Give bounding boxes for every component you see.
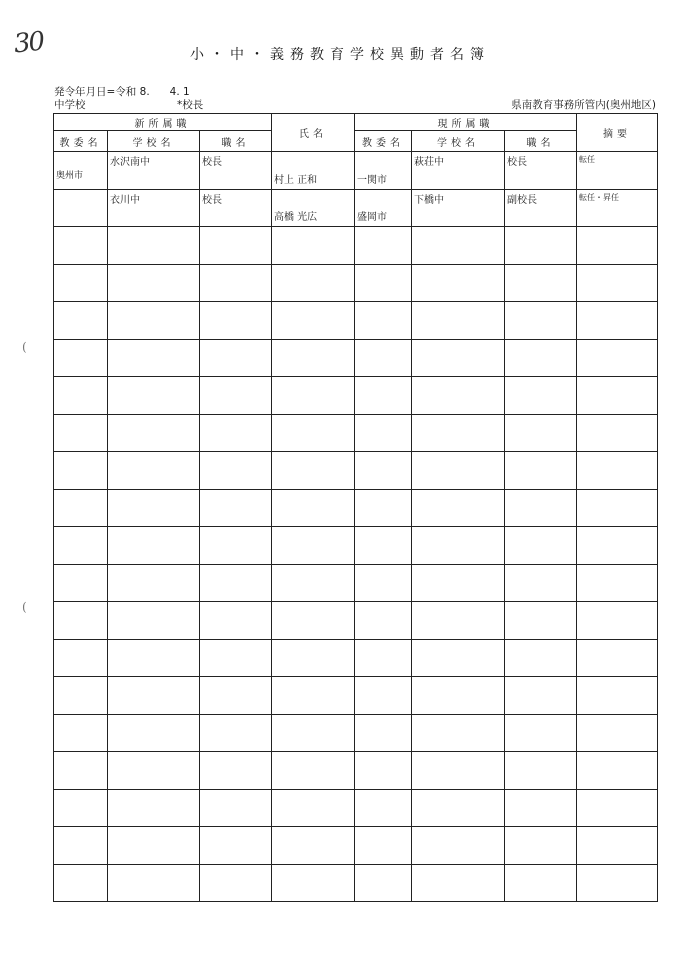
- empty-cell: [108, 602, 200, 640]
- empty-cell: [108, 227, 200, 265]
- empty-cell: [54, 864, 108, 902]
- current-board-cell: 盛岡市: [355, 189, 412, 227]
- empty-cell: [54, 602, 108, 640]
- empty-cell: [54, 564, 108, 602]
- empty-cell: [355, 414, 412, 452]
- empty-cell: [577, 677, 658, 715]
- empty-cell: [577, 564, 658, 602]
- empty-cell: [54, 677, 108, 715]
- current-position-cell: 校長: [505, 152, 577, 190]
- empty-cell: [108, 452, 200, 490]
- empty-cell: [54, 714, 108, 752]
- empty-cell: [54, 377, 108, 415]
- new-board-cell: 奥州市: [54, 152, 108, 190]
- current-position-cell: 副校長: [505, 189, 577, 227]
- empty-cell: [412, 827, 505, 865]
- empty-cell: [355, 677, 412, 715]
- empty-cell: [355, 714, 412, 752]
- empty-cell: [108, 789, 200, 827]
- empty-cell: [412, 714, 505, 752]
- empty-cell: [272, 714, 355, 752]
- empty-table-row: [54, 789, 658, 827]
- empty-cell: [355, 639, 412, 677]
- table-row: [54, 189, 658, 227]
- new-position-cell: 校長: [200, 152, 272, 190]
- empty-cell: [505, 639, 577, 677]
- empty-cell: [412, 527, 505, 565]
- empty-cell: [505, 339, 577, 377]
- empty-cell: [108, 339, 200, 377]
- empty-cell: [505, 677, 577, 715]
- empty-cell: [355, 602, 412, 640]
- empty-cell: [108, 414, 200, 452]
- empty-cell: [200, 414, 272, 452]
- header-current-school: 学校名: [412, 131, 505, 152]
- new-position-cell: 校長: [200, 189, 272, 227]
- empty-table-row: [54, 302, 658, 340]
- empty-cell: [412, 227, 505, 265]
- empty-cell: [577, 339, 658, 377]
- empty-cell: [200, 227, 272, 265]
- empty-cell: [108, 827, 200, 865]
- empty-cell: [54, 339, 108, 377]
- empty-cell: [200, 677, 272, 715]
- empty-cell: [108, 677, 200, 715]
- empty-cell: [355, 489, 412, 527]
- empty-cell: [272, 789, 355, 827]
- header-remarks: 摘要: [577, 114, 658, 152]
- empty-cell: [200, 527, 272, 565]
- empty-cell: [200, 377, 272, 415]
- empty-cell: [577, 452, 658, 490]
- empty-cell: [200, 489, 272, 527]
- empty-cell: [505, 789, 577, 827]
- empty-cell: [200, 264, 272, 302]
- binding-hole-mark: (: [22, 340, 27, 354]
- empty-table-row: [54, 414, 658, 452]
- district-label: 県南教育事務所管内(奥州地区): [511, 99, 656, 111]
- empty-table-row: [54, 452, 658, 490]
- empty-cell: [412, 377, 505, 415]
- empty-cell: [505, 602, 577, 640]
- empty-cell: [412, 452, 505, 490]
- empty-cell: [505, 864, 577, 902]
- empty-table-row: [54, 752, 658, 790]
- empty-cell: [272, 864, 355, 902]
- empty-cell: [54, 452, 108, 490]
- binding-hole-mark: (: [22, 600, 27, 614]
- empty-cell: [577, 714, 658, 752]
- new-school-cell: 衣川中: [108, 189, 200, 227]
- empty-cell: [200, 302, 272, 340]
- empty-cell: [108, 264, 200, 302]
- empty-cell: [54, 264, 108, 302]
- issue-date: 発令年月日=令和 8. 4. 1: [54, 86, 190, 98]
- empty-cell: [200, 339, 272, 377]
- empty-cell: [412, 302, 505, 340]
- empty-cell: [355, 789, 412, 827]
- empty-cell: [108, 527, 200, 565]
- empty-cell: [355, 864, 412, 902]
- empty-cell: [577, 827, 658, 865]
- empty-cell: [577, 527, 658, 565]
- empty-cell: [54, 227, 108, 265]
- empty-table-row: [54, 377, 658, 415]
- empty-table-row: [54, 227, 658, 265]
- empty-cell: [272, 677, 355, 715]
- empty-cell: [200, 864, 272, 902]
- empty-cell: [577, 302, 658, 340]
- empty-cell: [108, 377, 200, 415]
- empty-cell: [54, 527, 108, 565]
- remarks-cell: 転任・昇任: [577, 189, 658, 227]
- empty-table-row: [54, 639, 658, 677]
- empty-cell: [355, 302, 412, 340]
- empty-cell: [412, 264, 505, 302]
- empty-cell: [108, 714, 200, 752]
- empty-cell: [272, 527, 355, 565]
- empty-table-row: [54, 564, 658, 602]
- empty-cell: [108, 752, 200, 790]
- empty-cell: [200, 452, 272, 490]
- empty-cell: [272, 339, 355, 377]
- empty-cell: [355, 752, 412, 790]
- empty-cell: [412, 677, 505, 715]
- empty-cell: [272, 602, 355, 640]
- empty-cell: [505, 264, 577, 302]
- empty-table-row: [54, 864, 658, 902]
- empty-table-row: [54, 827, 658, 865]
- empty-cell: [272, 639, 355, 677]
- empty-cell: [200, 827, 272, 865]
- empty-cell: [505, 302, 577, 340]
- empty-cell: [505, 752, 577, 790]
- current-school-cell: 下橋中: [412, 189, 505, 227]
- empty-cell: [200, 789, 272, 827]
- empty-cell: [577, 414, 658, 452]
- header-new-post: 新所属職: [54, 114, 272, 131]
- empty-cell: [355, 227, 412, 265]
- header-new-board: 教委名: [54, 131, 108, 152]
- empty-table-row: [54, 264, 658, 302]
- header-current-position: 職名: [505, 131, 577, 152]
- new-board-cell: [54, 189, 108, 227]
- empty-cell: [577, 602, 658, 640]
- header-current-post: 現所属職: [355, 114, 577, 131]
- empty-cell: [54, 302, 108, 340]
- school-type: 中学校: [54, 99, 86, 111]
- empty-cell: [577, 227, 658, 265]
- header-current-board: 教委名: [355, 131, 412, 152]
- empty-cell: [200, 752, 272, 790]
- empty-cell: [355, 264, 412, 302]
- name-cell: 村上 正和: [272, 152, 355, 190]
- empty-cell: [54, 827, 108, 865]
- empty-cell: [54, 639, 108, 677]
- current-school-cell: 萩荘中: [412, 152, 505, 190]
- empty-cell: [54, 414, 108, 452]
- empty-table-row: [54, 602, 658, 640]
- empty-cell: [412, 639, 505, 677]
- empty-cell: [505, 714, 577, 752]
- target-role: *校長: [177, 99, 204, 111]
- empty-cell: [355, 377, 412, 415]
- empty-cell: [577, 377, 658, 415]
- empty-cell: [108, 489, 200, 527]
- empty-cell: [412, 789, 505, 827]
- empty-table-row: [54, 489, 658, 527]
- empty-cell: [272, 489, 355, 527]
- empty-cell: [200, 714, 272, 752]
- empty-cell: [505, 452, 577, 490]
- empty-cell: [505, 527, 577, 565]
- empty-cell: [54, 752, 108, 790]
- empty-cell: [108, 302, 200, 340]
- empty-cell: [108, 864, 200, 902]
- empty-cell: [272, 564, 355, 602]
- empty-cell: [505, 227, 577, 265]
- new-school-cell: 水沢南中: [108, 152, 200, 190]
- empty-cell: [505, 377, 577, 415]
- empty-cell: [577, 264, 658, 302]
- empty-cell: [272, 302, 355, 340]
- empty-table-row: [54, 339, 658, 377]
- empty-cell: [108, 639, 200, 677]
- empty-cell: [355, 527, 412, 565]
- empty-cell: [200, 602, 272, 640]
- header-name: 氏名: [272, 114, 355, 152]
- empty-cell: [272, 264, 355, 302]
- empty-cell: [505, 564, 577, 602]
- empty-cell: [412, 489, 505, 527]
- empty-cell: [412, 602, 505, 640]
- empty-cell: [412, 564, 505, 602]
- empty-cell: [355, 564, 412, 602]
- transfer-roster-table: [53, 113, 658, 902]
- empty-cell: [272, 827, 355, 865]
- header-new-position: 職名: [200, 131, 272, 152]
- empty-cell: [355, 827, 412, 865]
- empty-cell: [272, 414, 355, 452]
- empty-cell: [272, 377, 355, 415]
- table-row: [54, 152, 658, 190]
- empty-cell: [272, 752, 355, 790]
- empty-cell: [505, 489, 577, 527]
- empty-cell: [200, 639, 272, 677]
- remarks-cell: 転任: [577, 152, 658, 190]
- empty-cell: [355, 452, 412, 490]
- empty-table-row: [54, 714, 658, 752]
- empty-cell: [355, 339, 412, 377]
- empty-cell: [108, 564, 200, 602]
- empty-cell: [505, 827, 577, 865]
- empty-cell: [577, 639, 658, 677]
- empty-cell: [54, 789, 108, 827]
- empty-cell: [577, 752, 658, 790]
- empty-cell: [577, 864, 658, 902]
- empty-cell: [412, 864, 505, 902]
- empty-cell: [200, 564, 272, 602]
- document-title: 小・中・義務教育学校異動者名簿: [190, 47, 490, 63]
- empty-cell: [412, 414, 505, 452]
- empty-table-row: [54, 677, 658, 715]
- empty-cell: [577, 789, 658, 827]
- empty-table-row: [54, 527, 658, 565]
- name-cell: 高橋 光広: [272, 189, 355, 227]
- empty-cell: [577, 489, 658, 527]
- empty-cell: [272, 452, 355, 490]
- current-board-cell: 一関市: [355, 152, 412, 190]
- header-new-school: 学校名: [108, 131, 200, 152]
- page-number: 30: [12, 26, 45, 60]
- empty-cell: [412, 339, 505, 377]
- empty-cell: [54, 489, 108, 527]
- empty-cell: [272, 227, 355, 265]
- empty-cell: [412, 752, 505, 790]
- empty-cell: [505, 414, 577, 452]
